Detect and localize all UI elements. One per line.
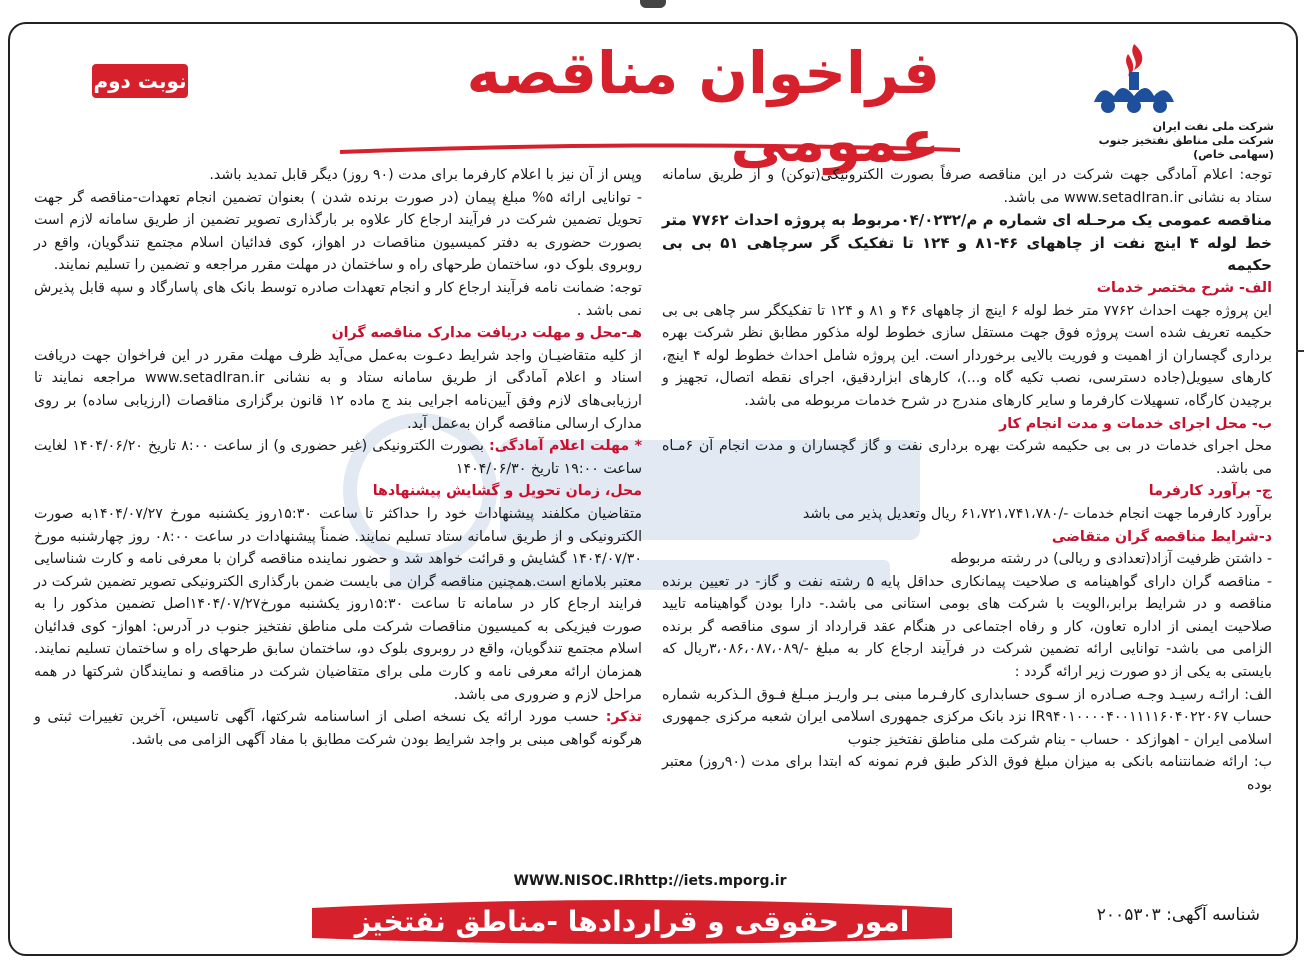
footer-department: امور حقوقی و قراردادها -مناطق نفتخیز (354, 904, 910, 938)
section-he-heading: هـ-محل و مهلت دریافت مدارک مناقصه گران (331, 325, 642, 342)
right-column (662, 164, 1272, 797)
tender-subject: مناقصه عمومی یک مرحـله ای شماره م م/۰۴/۰۲۳۲مربوط به پروژه احداث ۷۷۶۲ متر خط لوله ۴ اینچ نفت از چاههای ۴۶-۸۱ و ۱۲۴ تا تفکیک گر سرچاهی ۵۱ بی بی حکیمه (662, 211, 1272, 275)
company-line-2: شرکت ملی مناطق نفتخیز جنوب (سهامی خاص) (1098, 134, 1274, 161)
page-title: فراخوان مناقصه عمومی (466, 39, 940, 175)
ad-id: شناسه آگهی: ۲۰۰۵۳۰۳ (1096, 905, 1260, 925)
deadline-label: * مهلت اعلام آمادگی: (489, 438, 643, 455)
company-name (1060, 120, 1274, 162)
electronic-notice: توجه: اعلام آمادگی جهت شرکت در این مناقصه صرفاً بصورت الکترونیکی(توکن) و از طریق سامانه ستاد به نشانی www.setadIran.ir می باشد. (662, 167, 1272, 206)
bank-notice: توجه: ضمانت نامه فرآیند ارجاع کار و انجام تعهدات صادره توسط بانک های پاسارگاد و سپه قابل پذیرش نمی باشد . (34, 279, 642, 319)
section-he-text: از کلیه متقاضیـان واجد شرایط دعـوت به‌عمل می‌آید ظرف مهلت مقرر در این فراخوان جهت دریافت اسناد و اعلام آمادگی از طریق سامانه ستاد و به نشانی www.setadIran.ir مراجعه نمایند تا ارزیابی‌های لازم وفق آیین‌نامه اجرایی بند ج ماده ۱۲ قانون برگزاری مناقصات (ارزیابی ساده) بر روی مدارک ارسالی مناقصه گران به‌عمل آید. (34, 347, 642, 432)
section-be-heading: ب- محل اجرای خدمات و مدت انجام کار (999, 415, 1272, 432)
section-alef-text: این پروژه جهت احداث ۷۷۶۲ متر خط لوله ۶ اینچ از چاههای ۴۶ و ۸۱ و ۱۲۴ تا تفکیکگر سر چاهی بی بی حکیمه تعریف شده است پروژه فوق جهت مستقل سازی خطوط لوله مذکور مطابق نظر شرکت بهره برداری گچساران از اهمیت و فوریت بالایی برخوردار است. این پروژه شامل احداث خطوط لوله ۴ اینچ، کارهای سیویل(جاده دسترسی، نصب تکیه گاه و...)، کارهای ابزاردقیق، اجرای نقطه اتصال، تجهیز و برچیدن کارگاه، تسهیلات کارفرما و سایر کارهای مندرج در شرح خدمات مربوطه می باشد. (662, 302, 1273, 409)
guarantee-extension: وپس از آن نیز با اعلام کارفرما برای مدت (۹۰ روز) دیگر قابل تمدید باشد. (209, 167, 642, 183)
note-text: حسب مورد ارائه یک نسخه اصلی از اساسنامه شرکتها، آگهی تاسیس، آخرین تغییرات ثبتی و هرگونه گواهی مبنی بر واجد شرایط بودن شرکت مطابق با مفاد آگهی الزامی می باشد. (34, 709, 642, 748)
section-jim-heading: ج- برآورد کارفرما (1148, 483, 1272, 500)
section-dal-heading: د-شرایط مناقصه گران متقاضی (1051, 528, 1272, 545)
nioc-logo-icon (1088, 40, 1180, 120)
left-column (34, 164, 642, 751)
performance-guarantee: - توانایی ارائه ۵% مبلغ پیمان (در صورت برنده شدن ) بعنوان تضمین انجام تعهدات-مناقصه گر جهت تحویل تضمین شرکت در فرآیند ارجاع کار علاوه بر بارگذاری تصویر تضمین از طریق سامانه لازم است بصورت حضوری به دفتر کمیسیون مناقصات در اهواز، کوی فدائیان اسلام مجتمع تندگویان، واقع در روبروی بلوک دو، ساختمان طرحهای راه و ساختمان در مهلت مقرر مراجعه و تضمین را تسلیم نمایند. (34, 189, 642, 274)
section-delivery-heading: محل، زمان تحویل و گشایش پیشنهادها (372, 483, 642, 500)
note-label: تذکر: (605, 709, 642, 726)
deadline-text: بصورت الکترونیکی (غیر حضوری و) از ساعت ۸:۰۰ تاریخ ۱۴۰۴/۰۶/۲۰ لغایت ساعت ۱۹:۰۰ تاریخ ۱۴۰۴/۰۶/۳۰ (34, 438, 642, 477)
section-alef-heading: الف- شرح مختصر خدمات (1096, 279, 1272, 296)
guarantee-option-be: ب: ارائه ضمانتنامه بانکی به میزان مبلغ فوق الذکر طبق فرم نمونه که ابتدا برای مدت (۹۰روز) معتبر بوده (662, 754, 1272, 794)
round-badge: نوبت دوم (92, 64, 188, 98)
top-tab-marker (640, 0, 666, 8)
section-dal-item-1: - داشتن ظرفیت آزاد(تعدادی و ریالی) در رشته مربوطه (950, 551, 1272, 568)
website-links: WWW.NISOC.IRhttp://iets.mporg.ir (513, 873, 787, 889)
section-delivery-text: متقاضیان مکلفند پیشنهادات خود را حداکثر تا ساعت ۱۵:۳۰روز یکشنبه مورخ ۱۴۰۴/۰۷/۲۷به صورت الکترونیکی و از طریق سامانه ستاد تسلیم نمایند. ضمناً پیشنهادات در ساعت ۰۸:۰۰ روز چهارشنبه مورخ ۱۴۰۴/۰۷/۳۰ گشایش و قرائت خواهد شد و حضور نماینده مناقصه گران با معرفی نامه و کارت شناسایی معتبر بلامانع است.همچنین مناقصه گران می بایست ضمن بارگذاری الکترونیکی تصویر تضمین شرکت در فرایند ارجاع کار در سامانه تا ساعت ۱۵:۳۰روز یکشنبه مورخ۱۴۰۴/۰۷/۲۷اصل تضمین مذکور را به صورت فیزیکی به کمیسیون مناقصات شرکت ملی مناطق نفتخیز جنوب در آدرس: اهواز- کوی فدائیان اسلام مجتمع تندگویان، واقع در روبروی بلوک دو، ساختمان سابق طرحهای راه و ساختمان تسلیم نمایند. همزمان ارائه معرفی نامه و کارت ملی برای متقاضیان شرکت در مناقصه و نمایندگان شرکتها در همه مراحل لازم و ضروری می باشد. (34, 505, 643, 703)
side-tick (1296, 350, 1304, 352)
title-swash (330, 138, 970, 158)
note-paragraph (34, 706, 642, 751)
company-line-1: شرکت ملی نفت ایران (1152, 120, 1274, 133)
guarantee-option-alef: الف: ارائـه رسیـد وجـه صـادره از سـوی حسابداری کارفـرما مبنی بـر واریـز مبـلغ فـوق الـذکربه شماره حساب IR۹۴۰۱۰۰۰۰۴۰۰۱۱۱۱۶۰۴۰۲۲۰۶۷ نزد بانک مرکزی جمهوری اسلامی ایران شعبه مرکزی جمهوری اسلامی ایران - اهوازکد ۰ حساب - بنام شرکت ملی مناطق نفتخیز جنوب (662, 686, 1272, 748)
section-jim-text: برآورد کارفرما جهت انجام خدمات -/۶۱،۷۲۱،۷۴۱،۷۸۰ ریال وتعدیل پذیر می باشد (802, 505, 1272, 522)
deadline-paragraph (34, 435, 642, 480)
section-be-text: محل اجرای خدمات در بی بی حکیمه شرکت بهره برداری نفت و گاز گچساران و مدت انجام آن ۶مـاه می باشد. (662, 438, 1272, 477)
section-dal-item-2: - مناقصه گران دارای گواهینامه ی صلاحیت پیمانکاری حداقل پایه ۵ رشته نفت و گاز- در تعیین برنده مناقصه و در شرایط برابر،الویت با شرکت های بومی استانی می باشد.- دارا بودن گواهینامه تایید صلاحیت ایمنی از اداره تعاون، کار و رفاه اجتماعی در هنگام عقد قرارداد از سوی مناقصه گر برنده الزامی می باشد- توانایی ارائه تضمین شرکت در فرآیند ارجاع کار به مبلغ -/۳،۰۸۶،۰۸۷،۰۸۹ریال که بایستی به یکی از دو صورت زیر ارائه گردد : (662, 573, 1272, 681)
